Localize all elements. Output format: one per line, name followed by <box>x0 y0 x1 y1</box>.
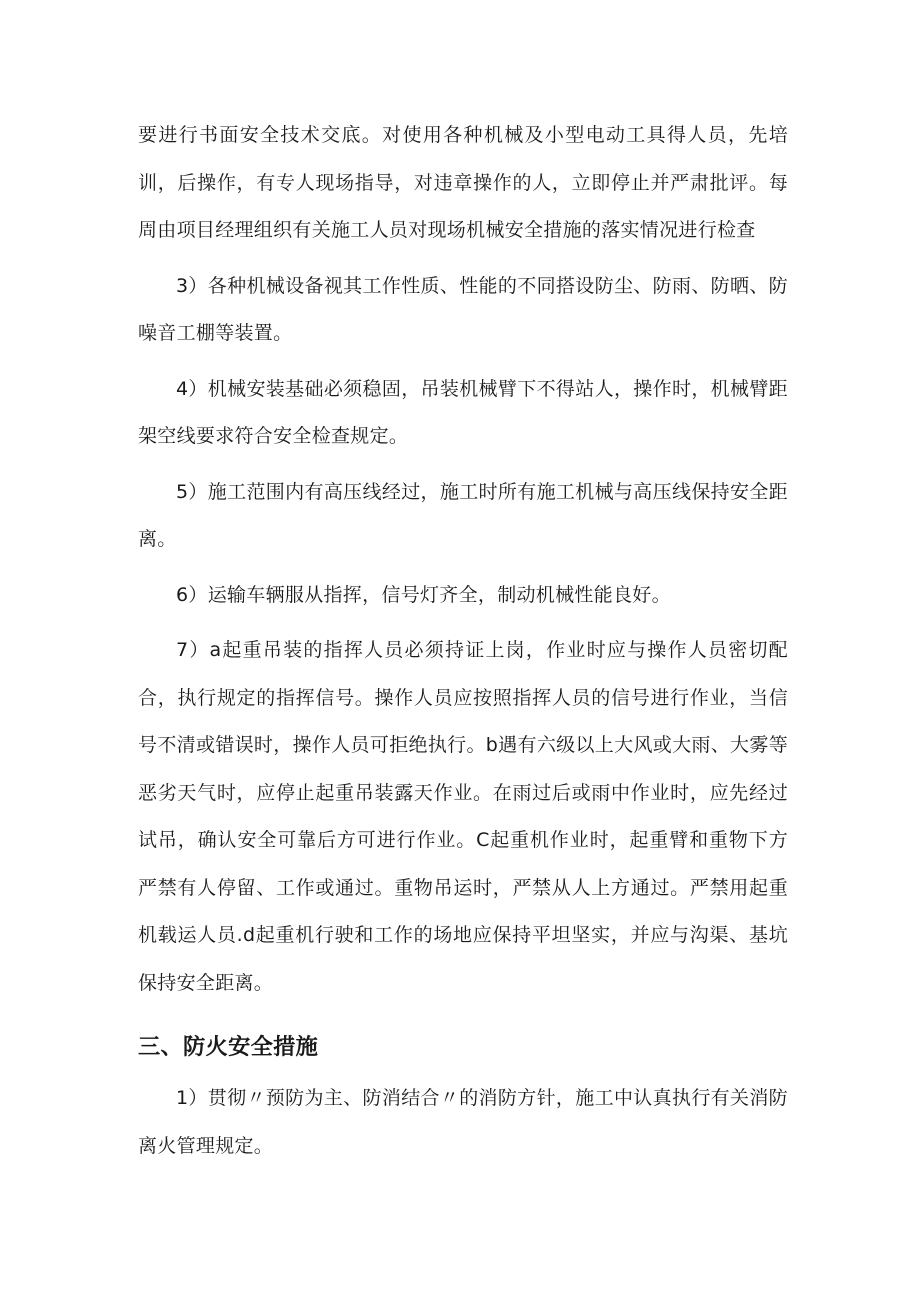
section-heading-fire-safety: 三、防火安全措施 <box>138 1034 319 1060</box>
document-page <box>138 112 788 1170</box>
paragraph-item-7: 7）a起重吊装的指挥人员必须持证上岗，作业时应与操作人员密切配合，执行规定的指挥信号。操作人员应按照指挥人员的信号进行作业，当信号不清或错误时，操作人员可拒绝执行。b遇有六级以上大风或大雨、大雾等恶劣天气时，应停止起重吊装露天作业。在雨过后或雨中作业时，应先经过试吊，确认安全可靠后方可进行作业。C起重机作业时，起重臂和重物下方严禁有人停留、工作或通过。重物吊运时，严禁从人上方通过。严禁用起重机载运人员.d起重机行驶和工作的场地应保持平坦坚实，并应与沟渠、基坑保持安全距离。 <box>138 639 788 994</box>
paragraph-item-6: 6）运输车辆服从指挥，信号灯齐全，制动机械性能良好。 <box>176 583 671 606</box>
paragraph-fire-item-1: 1）贯彻〃预防为主、防消结合〃的消防方针，施工中认真执行有关消防离火管理规定。 <box>138 1087 788 1157</box>
paragraph-item-5: 5）施工范围内有高压线经过，施工时所有施工机械与高压线保持安全距离。 <box>138 480 788 550</box>
paragraph-continuation: 要进行书面安全技术交底。对使用各种机械及小型电动工具得人员，先培训，后操作，有专人现场指导，对违章操作的人，立即停止并严肃批评。每周由项目经理组织有关施工人员对现场机械安全措施的落实情况进行检查 <box>138 124 788 241</box>
paragraph-item-3: 3）各种机械设备视其工作性质、性能的不同搭设防尘、防雨、防晒、防噪音工棚等装置。 <box>138 274 788 344</box>
paragraph-item-4: 4）机械安装基础必须稳固，吊装机械臂下不得站人，操作时，机械臂距架空线要求符合安全检查规定。 <box>138 377 788 447</box>
